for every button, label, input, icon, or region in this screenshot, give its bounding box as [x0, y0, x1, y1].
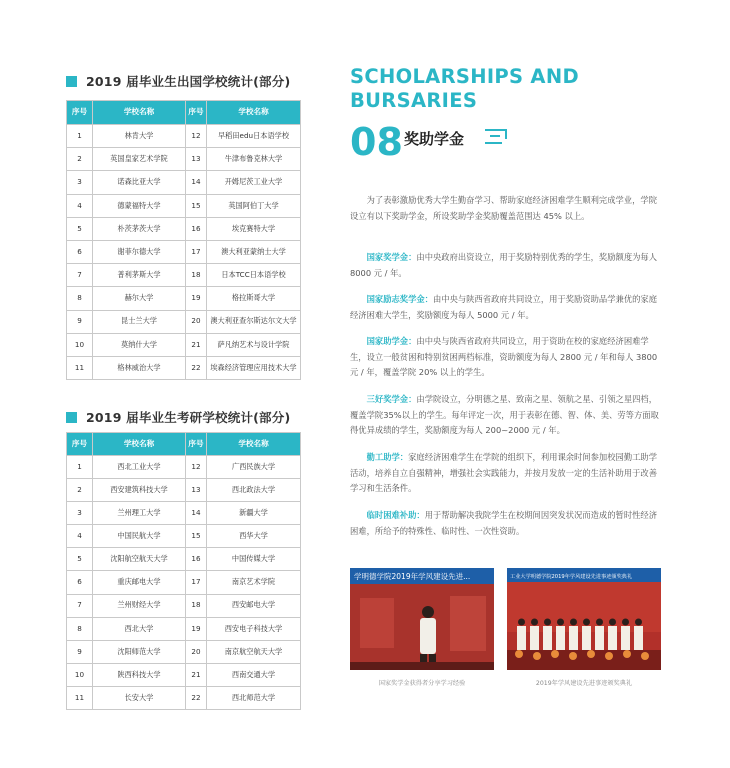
school-name: 西华大学 — [207, 525, 301, 548]
row-index: 22 — [186, 686, 207, 709]
row-index: 17 — [186, 240, 207, 263]
header-index: 序号 — [186, 101, 207, 125]
title-marker — [66, 412, 77, 423]
table-row — [67, 571, 301, 594]
row-index: 19 — [186, 287, 207, 310]
row-index: 13 — [186, 479, 207, 502]
award-inspirational-scholarship: 国家励志奖学金：由中央与陕西省政府共同设立，用于奖励资助品学兼优的家庭经济困难大学生，奖励额度为每人 5000 元 / 年。 — [350, 294, 658, 320]
school-name: 赫尔大学 — [93, 287, 186, 310]
school-name: 格林威治大学 — [93, 356, 186, 379]
school-name: 兰州财经大学 — [93, 594, 186, 617]
chinese-title: 奖助学金 — [404, 130, 465, 148]
school-name: 西安邮电大学 — [207, 594, 301, 617]
row-index: 10 — [67, 663, 93, 686]
row-index: 1 — [67, 456, 93, 479]
table-row — [67, 171, 301, 194]
school-name: 早稻田edu日本语学校 — [207, 125, 301, 148]
table-row — [67, 333, 301, 356]
school-name: 埃森经济管理应用技术大学 — [207, 356, 301, 379]
row-index: 14 — [186, 171, 207, 194]
table-row — [67, 594, 301, 617]
row-index: 5 — [67, 548, 93, 571]
photo-award-ceremony — [507, 568, 661, 670]
photo-caption-left: 国家奖学金获得者分享学习经验 — [378, 680, 466, 687]
row-index: 10 — [67, 333, 93, 356]
school-name: 陕西科技大学 — [93, 663, 186, 686]
photo-banner-text: 工业大学明德学院2019年学风建设先进事迹颁奖典礼 — [510, 574, 633, 580]
row-index: 2 — [67, 479, 93, 502]
school-name: 日本TCC日本语学校 — [207, 264, 301, 287]
school-name: 莫纳什大学 — [93, 333, 186, 356]
table-row — [67, 663, 301, 686]
table-row — [67, 356, 301, 379]
award-work-study: 勤工助学：家庭经济困难学生在学院的组织下，利用课余时间参加校园勤工助学活动，培养自立自强精神，增强社会实践能力，并按月发放一定的生活补助用于改善学习和生活条件。 — [350, 452, 658, 493]
row-index: 3 — [67, 171, 93, 194]
school-name: 林肯大学 — [93, 125, 186, 148]
table-row — [67, 502, 301, 525]
row-index: 6 — [67, 571, 93, 594]
school-name: 西安电子科技大学 — [207, 617, 301, 640]
row-index: 16 — [186, 217, 207, 240]
school-name: 沈阳师范大学 — [93, 640, 186, 663]
school-name: 南京艺术学院 — [207, 571, 301, 594]
row-index: 15 — [186, 194, 207, 217]
intro-paragraph: 为了表彰激励优秀大学生勤奋学习、帮助家庭经济困难学生顺利完成学业，学院设立有以下奖助学金，所设奖助学金奖励覆盖范围达 45% 以上。 — [350, 195, 657, 221]
english-title: SCHOLARSHIPS AND BURSARIES — [350, 65, 579, 112]
table-row — [67, 525, 301, 548]
school-name: 埃克赛特大学 — [207, 217, 301, 240]
row-index: 12 — [186, 456, 207, 479]
row-index: 14 — [186, 502, 207, 525]
abroad-schools-table — [66, 100, 301, 380]
row-index: 15 — [186, 525, 207, 548]
award-merit-scholarship: 三好奖学金：由学院设立，分明德之星、致南之星、领航之星、引领之星四档，覆盖学院35%以上的学生。每年评定一次，用于表彰在德、智、体、美、劳等方面取得优异成绩的学生，奖励额度为每人 200~2000 元 / 年。 — [350, 394, 659, 435]
school-name: 昆士兰大学 — [93, 310, 186, 333]
abroad-section-title: 2019 届毕业生出国学校统计(部分) — [66, 72, 290, 90]
header-index: 序号 — [67, 433, 93, 456]
row-index: 20 — [186, 310, 207, 333]
table-row — [67, 310, 301, 333]
row-index: 16 — [186, 548, 207, 571]
table-row — [67, 287, 301, 310]
row-index: 9 — [67, 640, 93, 663]
photo-caption-right: 2019年学风建设先进事迹颁奖典礼 — [535, 680, 633, 687]
title-marker — [66, 76, 77, 87]
table-row — [67, 640, 301, 663]
header-school: 学校名称 — [207, 101, 301, 125]
award-national-scholarship: 国家奖学金：由中央政府出资设立，用于奖励特别优秀的学生，奖励额度为每人 8000 元 / 年。 — [350, 252, 658, 278]
row-index: 13 — [186, 148, 207, 171]
header-school: 学校名称 — [207, 433, 301, 456]
school-name: 长安大学 — [93, 686, 186, 709]
row-index: 1 — [67, 125, 93, 148]
school-name: 德蒙福特大学 — [93, 194, 186, 217]
school-name: 西南交通大学 — [207, 663, 301, 686]
school-name: 萨凡纳艺术与设计学院 — [207, 333, 301, 356]
school-name: 诺森比亚大学 — [93, 171, 186, 194]
school-name: 西安建筑科技大学 — [93, 479, 186, 502]
school-name: 西北政法大学 — [207, 479, 301, 502]
school-name: 沈阳航空航天大学 — [93, 548, 186, 571]
row-index: 3 — [67, 502, 93, 525]
row-index: 11 — [67, 686, 93, 709]
school-name: 英国皇家艺术学院 — [93, 148, 186, 171]
school-name: 澳大利亚蒙纳士大学 — [207, 240, 301, 263]
school-name: 兰州理工大学 — [93, 502, 186, 525]
table-row — [67, 125, 301, 148]
row-index: 12 — [186, 125, 207, 148]
school-name: 英国阿伯丁大学 — [207, 194, 301, 217]
award-national-grant: 国家助学金：由中央与陕西省政府共同设立，用于资助在校的家庭经济困难学生，设立一般贫困和特别贫困两档标准，资助额度为每人 2800 元 / 年和每人 3800 元 / 年，覆盖学院 20% 以上的学生。 — [350, 336, 658, 377]
table-row — [67, 194, 301, 217]
row-index: 5 — [67, 217, 93, 240]
section-number: 08 — [350, 120, 403, 164]
row-index: 8 — [67, 287, 93, 310]
bracket-decoration-icon — [484, 128, 508, 145]
row-index: 7 — [67, 264, 93, 287]
table-row — [67, 456, 301, 479]
school-name: 谢菲尔德大学 — [93, 240, 186, 263]
row-index: 6 — [67, 240, 93, 263]
row-index: 9 — [67, 310, 93, 333]
award-temporary-subsidy: 临时困难补助：用于帮助解决我院学生在校期间因突发状况而造成的暂时性经济困难，所给予的特殊性、临时性、一次性资助。 — [350, 510, 658, 536]
row-index: 8 — [67, 617, 93, 640]
table-row — [67, 217, 301, 240]
school-name: 中国民航大学 — [93, 525, 186, 548]
table-row — [67, 148, 301, 171]
table-row — [67, 548, 301, 571]
postgrad-schools-table — [66, 432, 301, 710]
school-name: 南京航空航天大学 — [207, 640, 301, 663]
table-row — [67, 264, 301, 287]
row-index: 17 — [186, 571, 207, 594]
school-name: 西北师范大学 — [207, 686, 301, 709]
school-name: 澳大利亚查尔斯达尔文大学 — [207, 310, 301, 333]
table-row — [67, 240, 301, 263]
photo-banner-text: 学明德学院2019年学风建设先进... — [354, 572, 471, 581]
row-index: 11 — [67, 356, 93, 379]
row-index: 4 — [67, 525, 93, 548]
header-index: 序号 — [186, 433, 207, 456]
header-index: 序号 — [67, 101, 93, 125]
school-name: 广西民族大学 — [207, 456, 301, 479]
photo-speaker — [350, 568, 494, 670]
row-index: 18 — [186, 594, 207, 617]
row-index: 20 — [186, 640, 207, 663]
table-row — [67, 617, 301, 640]
row-index: 19 — [186, 617, 207, 640]
school-name: 格拉斯哥大学 — [207, 287, 301, 310]
row-index: 21 — [186, 663, 207, 686]
table-row — [67, 479, 301, 502]
school-name: 开姆尼茨工业大学 — [207, 171, 301, 194]
school-name: 朴茨茅茨大学 — [93, 217, 186, 240]
row-index: 7 — [67, 594, 93, 617]
header-school: 学校名称 — [93, 101, 186, 125]
row-index: 4 — [67, 194, 93, 217]
school-name: 新疆大学 — [207, 502, 301, 525]
school-name: 西北工业大学 — [93, 456, 186, 479]
header-school: 学校名称 — [93, 433, 186, 456]
row-index: 2 — [67, 148, 93, 171]
row-index: 22 — [186, 356, 207, 379]
school-name: 牛津布鲁克林大学 — [207, 148, 301, 171]
school-name: 西北大学 — [93, 617, 186, 640]
school-name: 普利茅斯大学 — [93, 264, 186, 287]
school-name: 重庆邮电大学 — [93, 571, 186, 594]
row-index: 18 — [186, 264, 207, 287]
table-row — [67, 686, 301, 709]
row-index: 21 — [186, 333, 207, 356]
school-name: 中国传媒大学 — [207, 548, 301, 571]
postgrad-section-title: 2019 届毕业生考研学校统计(部分) — [66, 408, 290, 426]
